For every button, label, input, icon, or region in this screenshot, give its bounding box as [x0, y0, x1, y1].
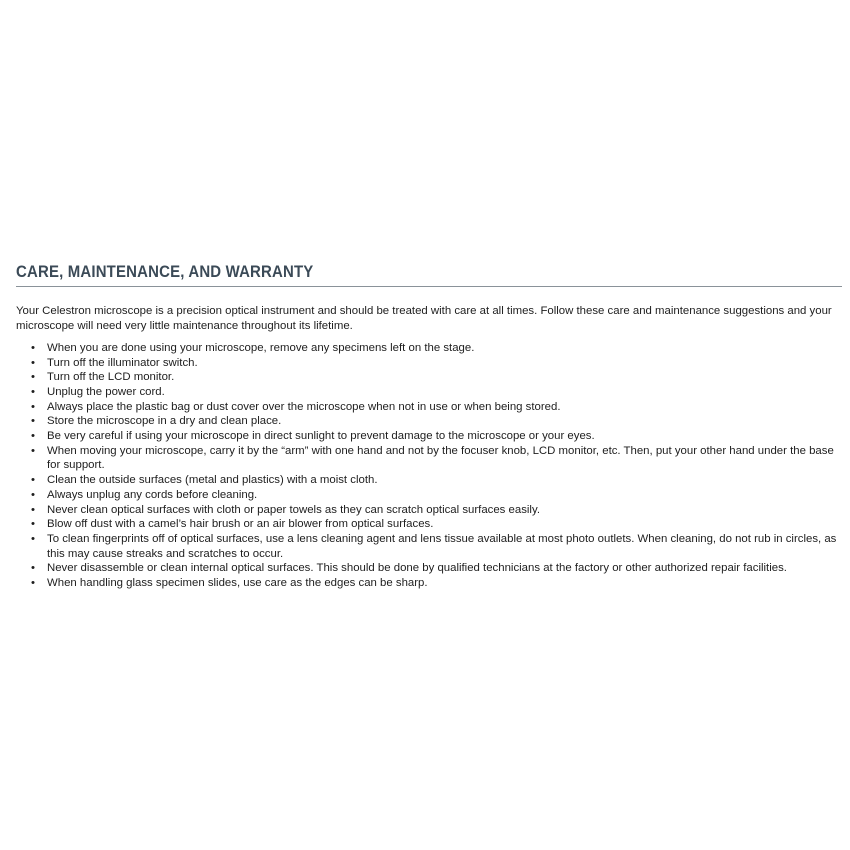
list-item: [16, 400, 842, 415]
list-item-text: When moving your microscope, carry it by the “arm” with one hand and not by the focuser knob, LCD monitor, etc. Then, put your other hand under the base for support.: [47, 444, 834, 472]
bullet-icon: •: [31, 518, 35, 531]
bullet-icon: •: [31, 371, 35, 384]
heading-rule: [16, 286, 842, 287]
bullet-icon: •: [31, 400, 35, 413]
list-item: [16, 517, 842, 532]
list-item: [16, 532, 842, 561]
list-item-text: Turn off the illuminator switch.: [47, 356, 198, 369]
list-item-text: Be very careful if using your microscope in direct sunlight to prevent damage to the microscope or your eyes.: [47, 430, 595, 443]
list-item: [16, 473, 842, 488]
list-item: [16, 414, 842, 429]
intro-paragraph: Your Celestron microscope is a precision optical instrument and should be treated with care at all times. Follow these care and maintenance suggestions and your microscope will need very little maintenance throughout its lifetime.: [16, 305, 832, 333]
bullet-icon: •: [31, 532, 35, 545]
bullet-icon: •: [31, 356, 35, 369]
bullet-icon: •: [31, 562, 35, 575]
list-item: [16, 561, 842, 576]
list-item: [16, 576, 842, 591]
list-item-text: Never disassemble or clean internal optical surfaces. This should be done by qualified technicians at the factory or other authorized repair facilities.: [47, 562, 787, 575]
section-heading: CARE, MAINTENANCE, AND WARRANTY: [16, 262, 314, 281]
list-item: [16, 503, 842, 518]
list-item: [16, 356, 842, 371]
list-item-text: Never clean optical surfaces with cloth or paper towels as they can scratch optical surfaces easily.: [47, 503, 540, 516]
bullet-icon: •: [31, 577, 35, 590]
list-item-text: Clean the outside surfaces (metal and plastics) with a moist cloth.: [47, 474, 378, 487]
list-item-text: Turn off the LCD monitor.: [47, 371, 175, 384]
list-item-text: To clean fingerprints off of optical surfaces, use a lens cleaning agent and lens tissue available at most photo outlets. When cleaning, do not rub in circles, as this may cause streaks and scratches to occur.: [47, 532, 837, 560]
bullet-icon: •: [31, 488, 35, 501]
bullet-icon: •: [31, 430, 35, 443]
list-item-text: Store the microscope in a dry and clean place.: [47, 415, 282, 428]
list-item-text: When you are done using your microscope, remove any specimens left on the stage.: [47, 341, 475, 354]
bullet-icon: •: [31, 444, 35, 457]
list-item: [16, 370, 842, 385]
list-item: [16, 385, 842, 400]
bullet-icon: •: [31, 385, 35, 398]
list-item-text: Unplug the power cord.: [47, 385, 165, 398]
list-item-text: Always unplug any cords before cleaning.: [47, 488, 258, 501]
bullet-icon: •: [31, 415, 35, 428]
list-item: [16, 341, 842, 356]
list-item-text: Always place the plastic bag or dust cover over the microscope when not in use or when being stored.: [47, 400, 561, 413]
care-section: [16, 262, 842, 591]
list-item-text: Blow off dust with a camel’s hair brush or an air blower from optical surfaces.: [47, 518, 434, 531]
list-item-text: When handling glass specimen slides, use care as the edges can be sharp.: [47, 577, 428, 590]
bullet-icon: •: [31, 474, 35, 487]
bullet-icon: •: [31, 503, 35, 516]
list-item: [16, 444, 842, 473]
bullet-icon: •: [31, 341, 35, 354]
care-list: [16, 341, 842, 591]
list-item: [16, 429, 842, 444]
list-item: [16, 488, 842, 503]
